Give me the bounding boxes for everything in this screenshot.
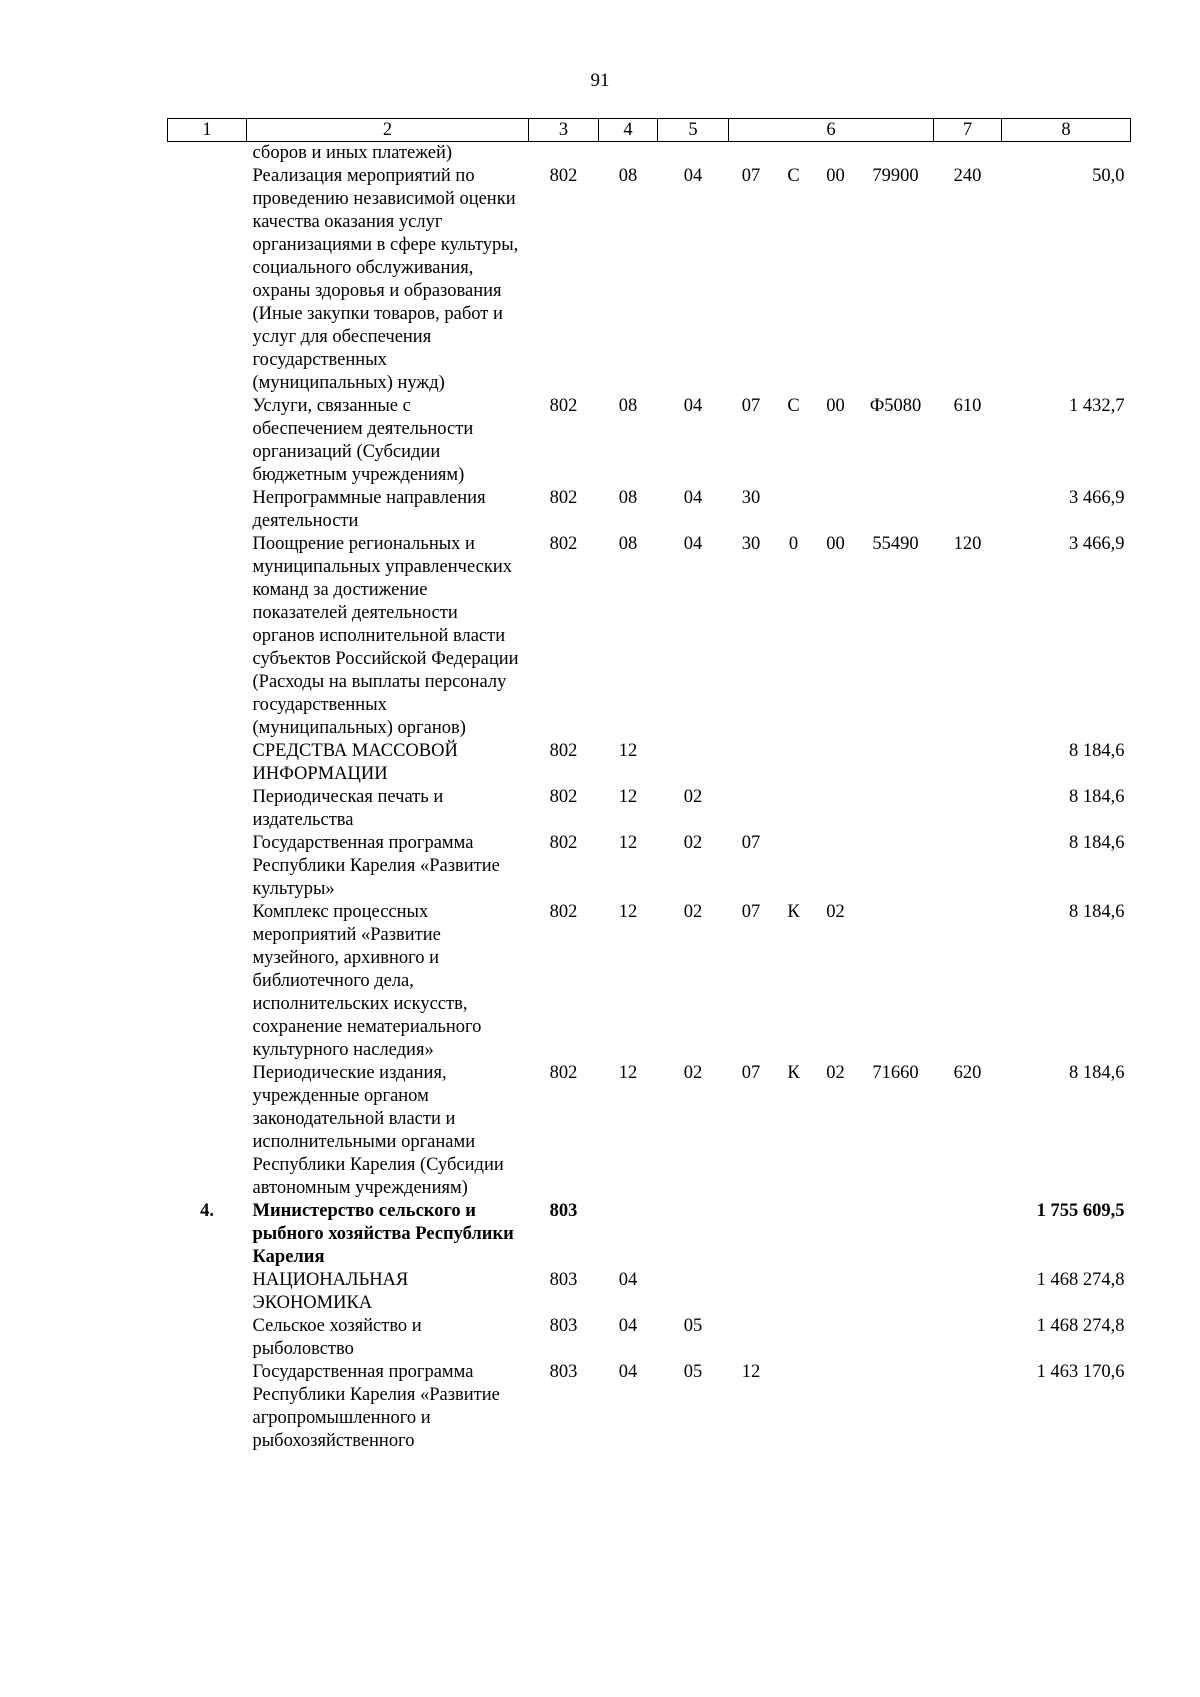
code-direction: 55490 (872, 534, 919, 554)
code-section: 12 (618, 741, 638, 761)
header-col-4: 4 (599, 119, 658, 142)
row-amount: 3 466,9 (1069, 488, 1125, 508)
header-col-8: 8 (1002, 119, 1131, 142)
row-name: Периодическая печать и издательства (252, 787, 444, 830)
table-row (168, 740, 1131, 786)
code-subsection (658, 1200, 729, 1269)
header-col-3: 3 (529, 119, 599, 142)
row-name: НАЦИОНАЛЬНАЯ ЭКОНОМИКА (252, 1270, 409, 1313)
code-expense-type: 610 (953, 396, 982, 416)
code-ministry: 803 (549, 1362, 578, 1382)
row-index (168, 395, 247, 487)
header-col-6: 6 (729, 119, 934, 142)
code-ministry: 803 (549, 1316, 578, 1336)
row-amount: 1 755 609,5 (1036, 1201, 1125, 1221)
code-subprogram-num (814, 786, 858, 832)
table-row (168, 1062, 1131, 1200)
code-ministry: 802 (549, 902, 578, 922)
row-index (168, 1062, 247, 1200)
code-subprogram-num (814, 740, 858, 786)
code-expense-type: 240 (953, 166, 982, 186)
code-section: 04 (618, 1270, 638, 1290)
row-amount: 1 468 274,8 (1036, 1316, 1125, 1336)
code-section: 12 (618, 833, 638, 853)
code-subsection: 04 (683, 166, 703, 186)
code-program (729, 1269, 774, 1315)
code-expense-type (934, 487, 1002, 533)
row-index (168, 1315, 247, 1361)
code-direction: Ф5080 (869, 396, 922, 416)
code-program: 30 (741, 534, 761, 554)
code-ministry: 802 (549, 787, 578, 807)
code-expense-type (934, 1361, 1002, 1453)
row-name: Государственная программа Республики Карелия «Развитие культуры» (252, 833, 500, 899)
row-name: Услуги, связанные с обеспечением деятельности организаций (Субсидии бюджетным учреждениям) (252, 396, 474, 485)
code-ministry: 803 (549, 1201, 578, 1221)
code-subprogram-letter (774, 1200, 814, 1269)
row-index (168, 1361, 247, 1453)
row-index (168, 901, 247, 1062)
code-direction (858, 487, 934, 533)
code-ministry: 802 (549, 833, 578, 853)
row-amount (1002, 142, 1131, 166)
code-direction (858, 1361, 934, 1453)
table-row (168, 142, 1131, 166)
code-subprogram-letter (774, 832, 814, 901)
table-body (168, 142, 1131, 1454)
row-index (168, 142, 247, 166)
code-ministry: 802 (549, 396, 578, 416)
table-row (168, 1269, 1131, 1315)
code-ministry: 802 (549, 488, 578, 508)
code-ministry: 802 (549, 166, 578, 186)
code-program (729, 740, 774, 786)
table-row (168, 487, 1131, 533)
row-index (168, 165, 247, 395)
code-expense-type (934, 740, 1002, 786)
code-direction (858, 142, 934, 166)
code-subsection: 02 (683, 833, 703, 853)
code-expense-type (934, 901, 1002, 1062)
code-subprogram-num (814, 1315, 858, 1361)
row-amount: 8 184,6 (1069, 741, 1125, 761)
code-expense-type: 120 (953, 534, 982, 554)
code-section: 08 (618, 488, 638, 508)
row-name: Поощрение региональных и муниципальных управленческих команд за достижение показателей деятельности органов исполнительной власти субъектов Российской Федерации (Расходы на выплаты персоналу государственных (муниципальных) органов) (252, 534, 519, 738)
code-program (729, 786, 774, 832)
code-subprogram-letter: С (787, 396, 800, 416)
code-subprogram-num: 00 (826, 396, 845, 416)
row-name: Периодические издания, учрежденные органом законодательной власти и исполнительными органами Республики Карелия (Субсидии автономным учреждениям) (252, 1063, 504, 1198)
row-name: сборов и иных платежей) (252, 143, 453, 163)
row-index (168, 487, 247, 533)
code-section: 08 (618, 166, 638, 186)
code-program: 07 (741, 396, 761, 416)
row-amount: 50,0 (1092, 166, 1125, 186)
code-subprogram-num: 02 (826, 902, 845, 922)
code-subprogram-letter (774, 487, 814, 533)
code-subprogram-num (814, 1361, 858, 1453)
table-row (168, 786, 1131, 832)
row-amount: 1 463 170,6 (1036, 1362, 1125, 1382)
row-amount: 8 184,6 (1069, 902, 1125, 922)
code-direction (858, 1269, 934, 1315)
code-expense-type (934, 1315, 1002, 1361)
table-row (168, 165, 1131, 395)
table-header (168, 119, 1131, 142)
header-col-1: 1 (168, 119, 247, 142)
row-name: Непрограммные направления деятельности (252, 488, 486, 531)
code-section: 12 (618, 1063, 638, 1083)
code-subprogram-num: 02 (826, 1063, 845, 1083)
code-ministry: 803 (549, 1270, 578, 1290)
code-section: 08 (618, 396, 638, 416)
code-subsection: 02 (683, 902, 703, 922)
code-subprogram-letter: К (787, 1063, 800, 1083)
code-direction (858, 786, 934, 832)
code-direction (858, 901, 934, 1062)
code-direction (858, 832, 934, 901)
row-amount: 1 468 274,8 (1036, 1270, 1125, 1290)
code-subprogram-num: 00 (826, 166, 845, 186)
code-program: 07 (741, 902, 761, 922)
code-program: 30 (741, 488, 761, 508)
row-name: Комплекс процессных мероприятий «Развитие музейного, архивного и библиотечного дела, исполнительских искусств, сохранение нематериального культурного наследия» (252, 902, 482, 1060)
code-section: 12 (618, 902, 638, 922)
budget-table (167, 118, 1131, 1453)
code-program (729, 142, 774, 166)
row-name: Министерство сельского и рыбного хозяйства Республики Карелия (252, 1201, 514, 1267)
code-subprogram-letter: 0 (788, 534, 799, 554)
header-col-7: 7 (934, 119, 1002, 142)
code-subsection: 02 (683, 1063, 703, 1083)
code-direction (858, 1315, 934, 1361)
code-section: 08 (618, 534, 638, 554)
header-col-5: 5 (658, 119, 729, 142)
code-program (729, 1200, 774, 1269)
code-section: 12 (618, 787, 638, 807)
row-amount: 8 184,6 (1069, 833, 1125, 853)
code-program (729, 1315, 774, 1361)
code-direction: 79900 (872, 166, 919, 186)
code-section: 04 (618, 1362, 638, 1382)
code-subprogram-num (814, 832, 858, 901)
code-subprogram-num (814, 487, 858, 533)
code-subprogram-num (814, 142, 858, 166)
table-row (168, 1361, 1131, 1453)
code-subsection: 02 (683, 787, 703, 807)
code-expense-type (934, 142, 1002, 166)
code-subprogram-letter (774, 740, 814, 786)
row-name: Государственная программа Республики Карелия «Развитие агропромышленного и рыбохозяйственного (252, 1362, 500, 1451)
code-subprogram-letter: С (787, 166, 800, 186)
code-expense-type (934, 1200, 1002, 1269)
code-direction (858, 1200, 934, 1269)
page-number: 91 (590, 70, 610, 91)
row-name: Сельское хозяйство и рыболовство (252, 1316, 422, 1359)
row-name: Реализация мероприятий по проведению независимой оценки качества оказания услуг организациями в сфере культуры, социального обслуживания, охраны здоровья и образования (Иные закупки товаров, работ и услуг для обеспечения государственных (муниципальных) нужд) (252, 166, 519, 393)
code-section (599, 1200, 658, 1269)
code-ministry (529, 142, 599, 166)
code-subsection (658, 740, 729, 786)
code-program: 07 (741, 166, 761, 186)
table-row (168, 1200, 1131, 1269)
code-subsection (658, 1269, 729, 1315)
code-subprogram-letter (774, 1361, 814, 1453)
row-index: 4. (200, 1201, 214, 1221)
code-program: 12 (741, 1362, 761, 1382)
code-subsection: 04 (683, 488, 703, 508)
code-subsection: 04 (683, 534, 703, 554)
row-index (168, 740, 247, 786)
code-subprogram-num (814, 1269, 858, 1315)
code-subsection (658, 142, 729, 166)
code-direction: 71660 (872, 1063, 919, 1083)
code-subsection: 04 (683, 396, 703, 416)
row-index (168, 533, 247, 740)
row-index (168, 786, 247, 832)
code-program: 07 (741, 1063, 761, 1083)
code-subprogram-letter (774, 786, 814, 832)
code-direction (858, 740, 934, 786)
code-subsection: 05 (683, 1316, 703, 1336)
code-ministry: 802 (549, 534, 578, 554)
code-subprogram-num (814, 1200, 858, 1269)
table-row (168, 395, 1131, 487)
code-subprogram-letter (774, 142, 814, 166)
code-subsection: 05 (683, 1362, 703, 1382)
code-subprogram-letter (774, 1269, 814, 1315)
row-index (168, 832, 247, 901)
table-row (168, 533, 1131, 740)
code-subprogram-letter: К (787, 902, 800, 922)
code-ministry: 802 (549, 741, 578, 761)
table-row (168, 832, 1131, 901)
row-amount: 3 466,9 (1069, 534, 1125, 554)
code-program: 07 (741, 833, 761, 853)
code-expense-type (934, 1269, 1002, 1315)
code-expense-type (934, 786, 1002, 832)
row-amount: 8 184,6 (1069, 1063, 1125, 1083)
row-amount: 8 184,6 (1069, 787, 1125, 807)
row-name: СРЕДСТВА МАССОВОЙ ИНФОРМАЦИИ (252, 741, 458, 784)
code-ministry: 802 (549, 1063, 578, 1083)
code-section: 04 (618, 1316, 638, 1336)
row-amount: 1 432,7 (1069, 396, 1125, 416)
code-subprogram-letter (774, 1315, 814, 1361)
table-row (168, 1315, 1131, 1361)
code-expense-type (934, 832, 1002, 901)
code-expense-type: 620 (953, 1063, 982, 1083)
row-index (168, 1269, 247, 1315)
code-section (599, 142, 658, 166)
table-row (168, 901, 1131, 1062)
header-col-2: 2 (247, 119, 529, 142)
code-subprogram-num: 00 (826, 534, 845, 554)
